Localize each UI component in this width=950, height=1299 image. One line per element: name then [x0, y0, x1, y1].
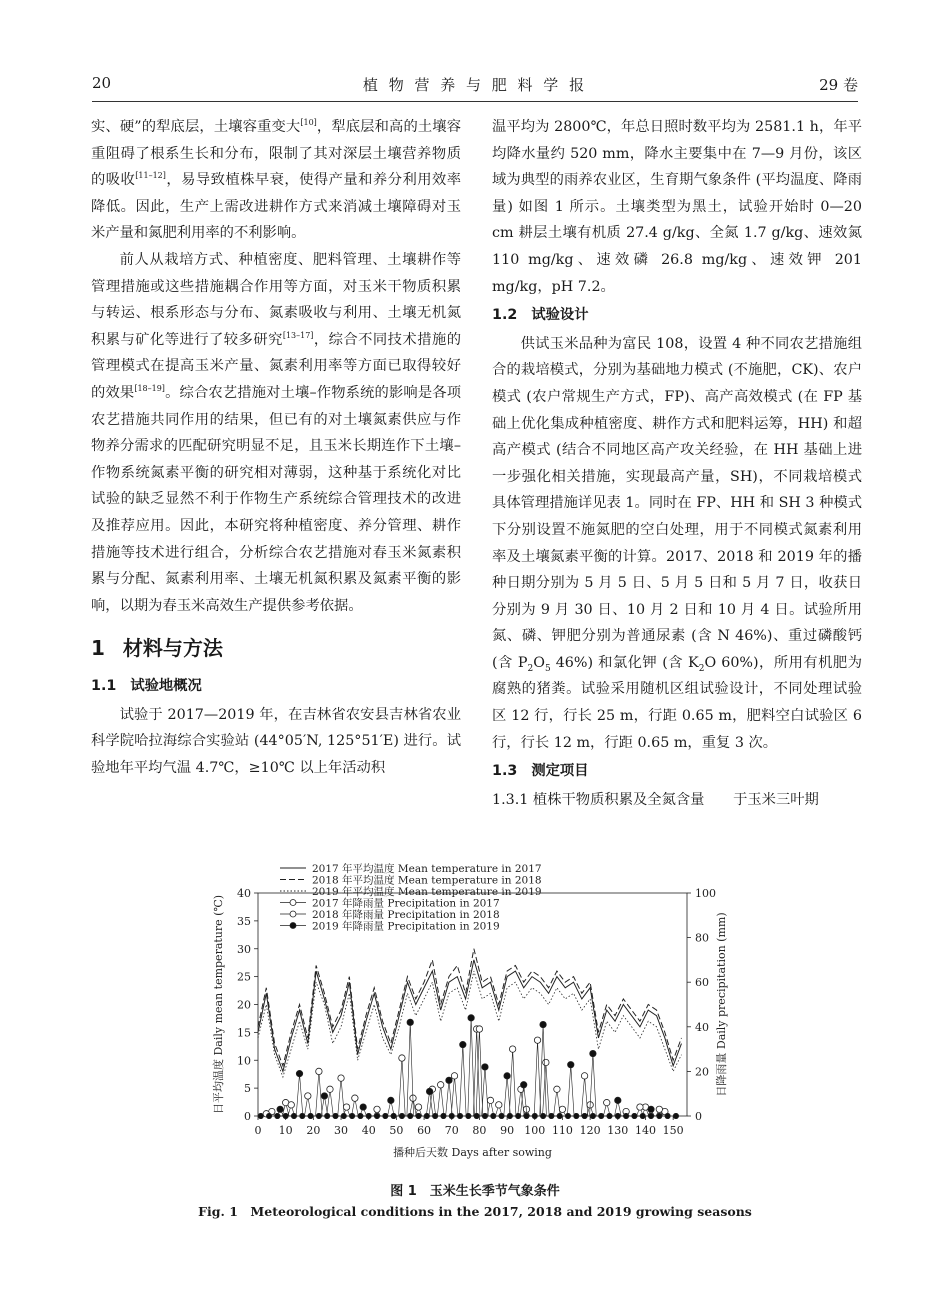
precip-2019-point: [296, 1070, 302, 1076]
y-left-tick-label: 40: [237, 887, 251, 900]
precip-2018-point: [327, 1086, 333, 1092]
paragraph: 试验于 2017—2019 年，在吉林省农安县吉林省农业科学院哈拉海综合实验站 (44°05′N, 125°51′E) 进行。试验地年平均气温 4.7℃，≥10℃ 以上年活动积: [91, 706, 461, 777]
x-tick-label: 10: [278, 1124, 293, 1137]
x-tick-label: 80: [472, 1124, 487, 1137]
precip-2018-point: [554, 1086, 560, 1092]
x-tick-label: 100: [524, 1124, 546, 1137]
y-left-axis-label: 日平均温度 Daily mean temperature (℃): [212, 894, 225, 1115]
precip-2019-point: [673, 1113, 678, 1118]
precip-2018-point: [374, 1106, 380, 1112]
precip-2019-point: [665, 1113, 670, 1118]
paragraph: 前人从栽培方式、种植密度、肥料管理、土壤耕作等管理措施或这些措施耦合作用等方面，对玉米干物质积累与转运、根系形态与分布、氮素吸收与利用、土壤无机氮积累与矿化等进行了较多研究[13–17]，综合不同技术措施的管理模式在提高玉米产量、氮素利用率等方面已取得较好的效果[18–19]。综合农艺措施对土壤–作物系统的影响是各项农艺措施共同作用的结果，但已有的对土壤氮素供应与作物养分需求的匹配研究明显不足，且玉米长期连作下土壤–作物系统氮素平衡的研究相对薄弱，这种基于系统化对比试验的缺乏显然不利于作物生产系统综合管理技术的改进及推荐应用。因此，本研究将种植密度、养分管理、耕作措施等技术进行组合，分析综合农艺措施对春玉米氮素积累与分配、氮素利用率、土壤无机氮积累及氮素平衡的影响，以期为春玉米高效生产提供参考依据。: [91, 251, 462, 614]
y-right-tick-label: 0: [695, 1110, 702, 1123]
sub-subsection: 1.3.1 植株干物质积累及全氮含量 于玉米三叶期: [492, 791, 819, 808]
precip-2018-point: [288, 1102, 294, 1108]
section-heading: 1 材料与方法: [91, 636, 223, 661]
x-tick-label: 50: [389, 1124, 404, 1137]
precip-2019-point: [507, 1113, 512, 1118]
x-tick-label: 0: [254, 1124, 262, 1137]
precip-2019-point: [590, 1113, 595, 1118]
precip-2019-point: [524, 1113, 529, 1118]
precip-2018-point: [534, 1037, 540, 1043]
y-right-tick-label: 60: [695, 976, 709, 990]
precip-2019-point: [341, 1113, 346, 1118]
precip-2018-point: [656, 1106, 662, 1112]
precip-2019-point: [449, 1113, 454, 1118]
precip-2019-point: [499, 1113, 504, 1118]
precip-2019-point: [624, 1113, 629, 1118]
precip-2017-point: [399, 1055, 405, 1061]
volume-label: 29 卷: [819, 76, 858, 94]
y-left-tick-label: 0: [244, 1110, 251, 1123]
precip-2019-point: [424, 1113, 429, 1118]
precip-2019-point: [407, 1019, 413, 1025]
legend-label: 2018 年降雨量 Precipitation in 2018: [312, 909, 500, 921]
precip-2019-point: [468, 1015, 474, 1021]
y-right-tick-label: 100: [695, 887, 716, 900]
precip-2017-point: [352, 1095, 358, 1101]
paragraph: 供试玉米品种为富民 108，设置 4 种不同农艺措施组合的栽培模式，分别为基础地力模式 (不施肥，CK)、农户模式 (农户常规生产方式，FP)、高产高效模式 (在 FP 基础上优化集成种植密度、耕作方式和肥料运筹，HH) 和超高产模式 (结合不同地区高产攻关经验，在 HH 基础上进一步强化相关措施，实现最高产量，SH)，不同栽培模式具体管理措施详见表 1。同时在 FP、HH 和 SH 3 种模式下分别设置不施氮肥的空白处理，用于不同模式氮素利用率及土壤氮素平衡的计算。2017、2018 和 2019 年的播种日期分别为 5 月 5 日、5 月 5 日和 5 月 7 日，收获日分别为 9 月 30 日、10 月 2 日和 10 月 4 日。试验所用氮、磷、钾肥分别为普通尿素 (含 N 46%)、重过磷酸钙 (含 $P_2O_5$ 46%) 和氯化钾 (含 $K_2O$ 60%)，所用有机肥为腐熟的猪粪。试验采用随机区组试验设计，不同处理试验区 12 行，行长 25 m，行距 0.65 m，肥料空白试验区 6 行，行长 12 m，行距 0.65 m，重复 3 次。: [492, 335, 863, 751]
precip-2018-point: [496, 1102, 502, 1108]
precip-2019-point: [521, 1082, 527, 1088]
right-column: [492, 114, 862, 813]
x-tick-label: 130: [607, 1124, 629, 1137]
legend-label: 2019 年平均温度 Mean temperature in 2019: [312, 886, 542, 898]
precip-2019-point: [366, 1113, 371, 1118]
precip-2019-point: [433, 1113, 438, 1118]
y-right-axis-label: 日降雨量 Daily precipitation (mm): [715, 912, 728, 1097]
x-tick-label: 150: [662, 1124, 684, 1137]
precip-2019-point: [258, 1113, 263, 1118]
precip-2019-point: [283, 1113, 288, 1118]
precip-2019-point: [640, 1113, 645, 1118]
precip-2019-point: [300, 1113, 305, 1118]
precip-2017-point: [487, 1097, 493, 1103]
x-tick-label: 30: [334, 1124, 349, 1137]
precip-2019-point: [321, 1093, 327, 1099]
page-number: 20: [92, 74, 112, 92]
precip-2017-point: [338, 1075, 344, 1081]
x-tick-label: 110: [551, 1124, 573, 1137]
precip-2017-point: [509, 1046, 515, 1052]
precip-2019-point: [325, 1113, 330, 1118]
y-right-tick-label: 40: [695, 1020, 709, 1034]
y-left-tick-label: 20: [237, 998, 251, 1012]
precip-2019-point: [275, 1113, 280, 1118]
legend-point-marker: [290, 911, 296, 917]
journal-title: 植 物 营 养 与 肥 料 学 报: [362, 76, 588, 94]
precip-2019-point: [446, 1077, 452, 1083]
y-left-tick-label: 25: [237, 970, 251, 984]
x-axis-label: 播种后天数 Days after sowing: [393, 1146, 552, 1159]
precip-2019-point: [648, 1113, 653, 1118]
precip-2019-point: [358, 1113, 363, 1118]
precip-2019-point: [482, 1113, 487, 1118]
y-left-tick-label: 15: [237, 1026, 251, 1040]
precip-2019-point: [565, 1113, 570, 1118]
precip-2019-point: [350, 1113, 355, 1118]
y-left-tick-label: 10: [237, 1054, 251, 1068]
legend-point-marker: [290, 900, 296, 906]
precip-2019-point: [482, 1064, 488, 1070]
precip-2019-point: [399, 1113, 404, 1118]
x-tick-label: 40: [361, 1124, 376, 1137]
precip-2019-point: [408, 1113, 413, 1118]
precip-2017-point: [415, 1104, 421, 1110]
precip-2019-point: [568, 1062, 574, 1068]
y-right-tick-label: 20: [695, 1065, 709, 1079]
precip-2019-point: [582, 1113, 587, 1118]
figure-caption-en: Fig. 1 Meteorological conditions in the 2017, 2018 and 2019 growing seasons: [198, 1204, 752, 1219]
precip-2019-point: [540, 1113, 545, 1118]
precip-2019-point: [360, 1104, 366, 1110]
precip-2019-point: [308, 1113, 313, 1118]
precip-2019-point: [574, 1113, 579, 1118]
precip-2018-point: [581, 1073, 587, 1079]
x-tick-label: 60: [417, 1124, 432, 1137]
y-left-tick-label: 30: [237, 942, 251, 956]
running-header: [92, 74, 858, 98]
precip-2017-point: [316, 1068, 322, 1074]
legend-label: 2019 年降雨量 Precipitation in 2019: [312, 920, 500, 933]
precip-2019-point: [540, 1021, 546, 1027]
left-column: [91, 114, 461, 782]
subsection-heading: 1.1 试验地概况: [91, 678, 202, 695]
precip-2019-point: [474, 1113, 479, 1118]
y-right-tick-label: 80: [695, 931, 709, 945]
precip-2019-point: [457, 1113, 462, 1118]
x-tick-label: 20: [306, 1124, 321, 1137]
precip-2019-point: [277, 1106, 283, 1112]
precip-2019-point: [590, 1050, 596, 1056]
precip-2018-point: [476, 1026, 482, 1032]
precip-2018-point: [637, 1104, 643, 1110]
precip-2019-point: [374, 1113, 379, 1118]
x-tick-label: 70: [444, 1124, 459, 1137]
precip-2019-point: [549, 1113, 554, 1118]
header-rule: [92, 101, 858, 102]
precip-2019-point: [383, 1113, 388, 1118]
precip-2019-point: [504, 1073, 510, 1079]
precip-2019-point: [266, 1113, 271, 1118]
precip-2019-point: [632, 1113, 637, 1118]
precip-2019-point: [460, 1041, 466, 1047]
precip-2017-point: [543, 1059, 549, 1065]
precip-2019-point: [557, 1113, 562, 1118]
precip-2017-point: [437, 1082, 443, 1088]
y-left-tick-label: 5: [244, 1082, 251, 1096]
precip-2019-point: [441, 1113, 446, 1118]
precip-2019-point: [615, 1113, 620, 1118]
subsection-heading: 1.3 测定项目: [492, 763, 589, 780]
weather-chart: [205, 858, 735, 1163]
precip-2019-point: [466, 1113, 471, 1118]
precip-2019-point: [416, 1113, 421, 1118]
precip-2019-point: [615, 1097, 621, 1103]
precip-2019-point: [648, 1106, 654, 1112]
precip-2019-point: [532, 1113, 537, 1118]
subsection-heading: 1.2 试验设计: [492, 307, 589, 324]
precip-2019-point: [607, 1113, 612, 1118]
x-tick-label: 140: [634, 1124, 656, 1137]
legend-point-marker: [290, 923, 296, 929]
precip-2019-point: [316, 1113, 321, 1118]
precip-2019-point: [391, 1113, 396, 1118]
figure-caption-cn: 图 1 玉米生长季节气象条件: [390, 1184, 560, 1199]
legend-label: 2017 年降雨量 Precipitation in 2017: [312, 897, 500, 910]
legend-label: 2017 年平均温度 Mean temperature in 2017: [312, 863, 542, 875]
precip-2019-point: [426, 1088, 432, 1094]
y-left-tick-label: 35: [237, 914, 251, 928]
precip-2019-point: [333, 1113, 338, 1118]
x-tick-label: 90: [500, 1124, 515, 1137]
precip-2017-point: [559, 1106, 565, 1112]
precip-2019-point: [491, 1113, 496, 1118]
precip-2019-point: [657, 1113, 662, 1118]
precip-2019-point: [388, 1097, 394, 1103]
precip-2019-point: [516, 1113, 521, 1118]
precip-2018-point: [343, 1104, 349, 1110]
paragraph: 温平均为 2800℃，年总日照时数平均为 2581.1 h，年平均降水量约 520 mm，降水主要集中在 7—9 月份，该区域为典型的雨养农业区，生育期气象条件 (平均温度、降雨量) 如图 1 所示。土壤类型为黑土，试验开始时 0—20 cm 耕层土壤有机质 27.4 g/kg、全氮 1.7 g/kg、速效氮 110 mg/kg、速效磷 26.8 mg/kg、速效钾 201 mg/kg，pH 7.2。: [492, 119, 862, 295]
x-tick-label: 120: [579, 1124, 601, 1137]
precip-2018-point: [604, 1099, 610, 1105]
legend-label: 2018 年平均温度 Mean temperature in 2018: [312, 874, 542, 887]
paragraph: 实、硬”的犁底层，土壤容重变大[10]，犁底层和高的土壤容重阻碍了根系生长和分布，限制了其对深层土壤营养物质的吸收[11–12]，易导致植株早衰，使得产量和养分利用效率降低。因此，生产上需改进耕作方式来消减土壤障碍对玉米产量和氮肥利用率的不利影响。: [91, 118, 462, 242]
precip-2018-point: [451, 1073, 457, 1079]
temperature-line-2018: [258, 949, 681, 1066]
precip-2019-point: [291, 1113, 296, 1118]
precip-2019-point: [599, 1113, 604, 1118]
precip-2018-point: [305, 1093, 311, 1099]
